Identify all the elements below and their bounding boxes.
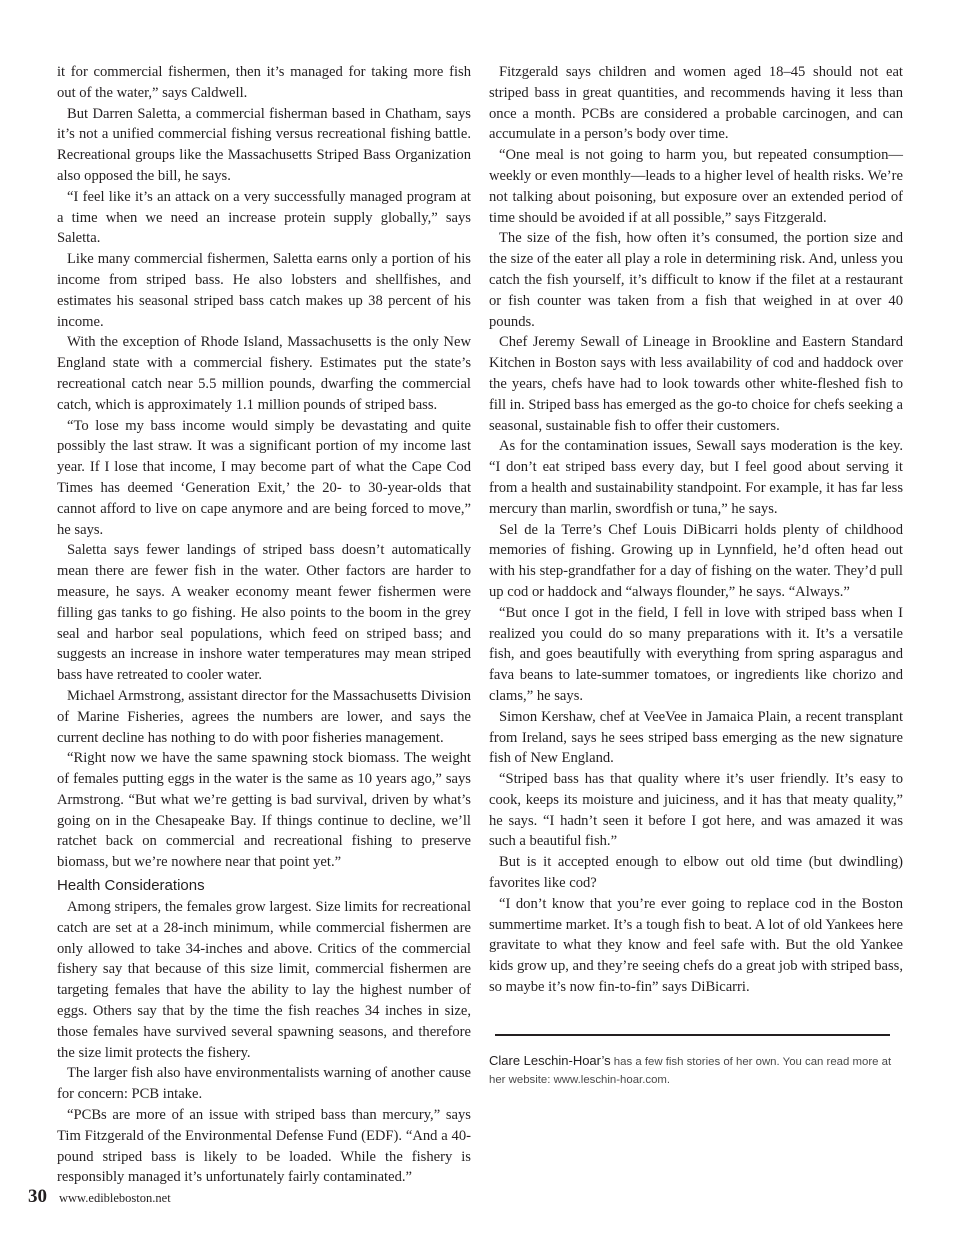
article-paragraph: With the exception of Rhode Island, Massachusetts is the only New England state with a commercial fishery. Estimates put the state’s recreational catch near 5.5 million pounds, dwarfing the commercial catch, which is approximately 1.1 million pounds of striped bass. (57, 334, 471, 413)
author-bio (489, 1052, 909, 1089)
article-paragraph: Michael Armstrong, assistant director for the Massachusetts Division of Marine Fisheries, agrees the numbers are lower, and says the current decline has nothing to do with poor fisheries management. (57, 687, 471, 746)
article-paragraph: The larger fish also have environmentalists warning of another cause for concern: PCB intake. (57, 1065, 471, 1103)
article-paragraph: But Darren Saletta, a commercial fisherman based in Chatham, says it’s not a unified commercial fishing versus recreational fishing battle. Recreational groups like the Massachusetts Striped Bass Organization also opposed the bill, he says. (57, 105, 471, 184)
article-column-right (489, 62, 903, 998)
article-paragraph: Simon Kershaw, chef at VeeVee in Jamaica Plain, a recent transplant from Ireland, says he sees striped bass emerging as the new signature fish of New England. (489, 708, 903, 767)
article-paragraph: “Right now we have the same spawning stock biomass. The weight of females putting eggs in the water is the same as 10 years ago,” says Armstrong. “But what we’re getting is bad survival, driven by what’s going on in the Chesapeake Bay. If things continue to decline, we’ll ratchet back on commercial and recreational fishing to preserve biomass, but we’re nowhere near that point yet.” (57, 750, 471, 871)
article-paragraph: “I feel like it’s an attack on a very successfully managed program at a time when we need an increase protein supply globally,” says Saletta. (57, 188, 471, 247)
article-column-left (57, 62, 471, 1188)
article-paragraph: “One meal is not going to harm you, but repeated consumption—weekly or even monthly—leads to a higher level of health risks. We’re not talking about poisoning, but exposure over an extended period of time should be avoided if at all possible,” says Fitzgerald. (489, 147, 903, 226)
article-paragraph: “To lose my bass income would simply be devastating and quite possibly the last straw. It was a significant portion of my income last year. If I lose that income, I may become part of what the Cape Cod Times has deemed ‘Generation Exit,’ the 20- to 30-year-olds that cannot afford to live on cape anymore and are being forced to move,” he says. (57, 417, 471, 538)
article-paragraph: Like many commercial fishermen, Saletta earns only a portion of his income from striped bass. He also lobsters and shellfishes, and estimates his seasonal striped bass catch makes up 38 percent of his income. (57, 251, 471, 330)
bio-divider (495, 1034, 890, 1036)
article-paragraph: Sel de la Terre’s Chef Louis DiBicarri holds plenty of childhood memories of fishing. Growing up in Lynnfield, he’d often head out with his step-grandfather for a day of fishing on the water. They’d pull up cod or haddock and “always flounder,” he says. “Always.” (489, 521, 903, 600)
article-paragraph: “I don’t know that you’re ever going to replace cod in the Boston summertime market. It’s a tough fish to beat. A lot of old Yankees here gravitate to what they know and feel safe with. But the old Yankee kids grow up, and they’re seeing chefs do a great job with striped bass, so maybe it’s now fin-to-fin” says DiBicarri. (489, 895, 903, 996)
page-footer (28, 1186, 171, 1208)
article-paragraph: The size of the fish, how often it’s consumed, the portion size and the size of the eater all play a role in determining risk. And, unless you catch the fish yourself, it’s difficult to know if the filet at a restaurant or fish counter was taken from a fish that weighed in at over 40 pounds. (489, 230, 903, 330)
article-paragraph: Chef Jeremy Sewall of Lineage in Brookline and Eastern Standard Kitchen in Boston says with less availability of cod and haddock over the years, chefs have had to look towards other white-fleshed fish to fill in. Striped bass has emerged as the go-to choice for chefs seeking a seasonal, sustainable fish to offer their customers. (489, 334, 903, 434)
article-paragraph: Among stripers, the females grow largest. Size limits for recreational catch are set at a 28-inch minimum, while commercial fishermen are only allowed to take 34-inches and above. Critics of the commercial fishery say that because of this size limit, commercial fishermen are targeting females that have the ability to lay the highest number of eggs. Others say that by the time the fish reaches 34 inches in size, those females have survived several spawning seasons, and therefore the size limit protects the fishery. (57, 899, 471, 1061)
article-paragraph: “Striped bass has that quality where it’s user friendly. It’s easy to cook, keeps its moisture and juiciness, and it has that meaty quality,” he says. “I hadn’t seen it before I got here, and was amazed it was such a beautiful fish.” (489, 771, 903, 850)
website-url: www.edibleboston.net (59, 1191, 171, 1205)
article-paragraph: As for the contamination issues, Sewall says moderation is the key. “I don’t eat striped bass every day, but I feel good about serving it from a health and sustainability standpoint. For example, it has far less mercury than marlin, swordfish or tuna,” he says. (489, 438, 903, 517)
article-paragraph: it for commercial fishermen, then it’s managed for taking more fish out of the water,” says Caldwell. (57, 64, 471, 101)
article-paragraph: “PCBs are more of an issue with striped bass than mercury,” says Tim Fitzgerald of the Environmental Defense Fund (EDF). “And a 40-pound striped bass is likely to be loaded. While the fishery is responsibly managed it’s unfortunately fairly contaminated.” (57, 1107, 471, 1186)
article-paragraph: “But once I got in the field, I fell in love with striped bass when I realized you could do so many preparations with it. It’s a versatile fish, and goes beautifully with everything from spring asparagus and fava beans to late-summer tomatoes, or ingredients like chorizo and clams,” he says. (489, 604, 903, 704)
author-name: Clare Leschin-Hoar’s (489, 1053, 611, 1068)
article-paragraph: Saletta says fewer landings of striped bass doesn’t automatically mean there are fewer fish in the water. Other factors are harder to measure, he says. A weaker economy meant fewer fishermen were filling gas tanks to go fishing. He also points to the boom in the grey seal and harbor seal populations, which feed on striped bass; and suggests an increase in inshore water temperatures may mean striped bass have retreated to cooler water. (57, 542, 471, 684)
author-bio-text: has a few fish stories of her own. You can read more at her website: www.leschin-hoar.com. (489, 1056, 892, 1086)
article-paragraph: But is it accepted enough to elbow out old time (but dwindling) favorites like cod? (489, 854, 903, 892)
article-paragraph: Fitzgerald says children and women aged 18–45 should not eat striped bass in great quantities, and recommends having it less than once a month. PCBs are considered a probable carcinogen, and can accumulate in a person’s body over time. (489, 64, 903, 143)
page-number: 30 (28, 1186, 47, 1207)
section-heading: Health Considerations (57, 877, 205, 895)
